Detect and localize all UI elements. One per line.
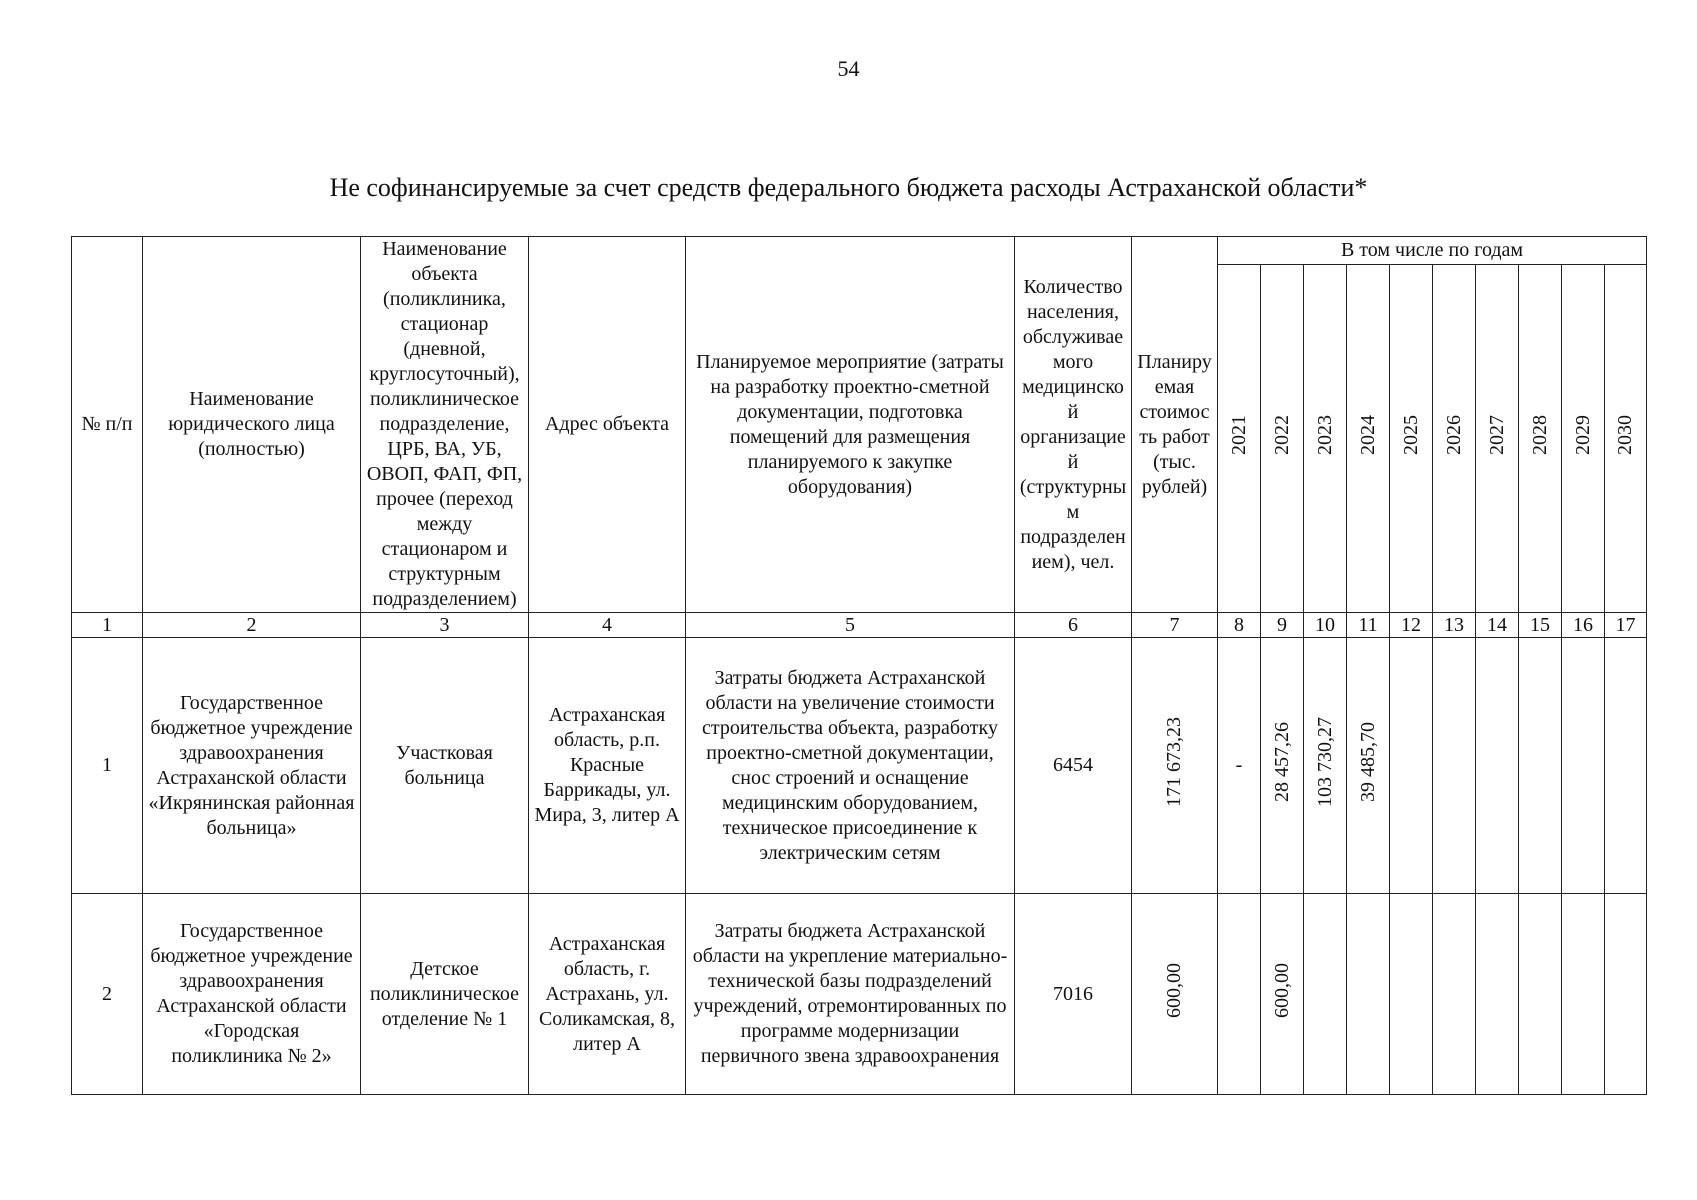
header-year: [1519, 265, 1562, 613]
cell-measure: Затраты бюджета Астраханской области на увеличение стоимости строительства объекта, разработку проектно-сметной документации, снос строений и оснащение медицинским оборудованием, техническое присоединение к электрическим сетям: [686, 638, 1015, 894]
header-by-years: В том числе по годам: [1218, 237, 1647, 265]
header-year: [1347, 265, 1390, 613]
header-year-label: 2024: [1356, 415, 1379, 456]
table-row: [72, 894, 1647, 1095]
header-year: [1476, 265, 1519, 613]
header-year: [1218, 265, 1261, 613]
table-row: [72, 638, 1647, 894]
column-number: 5: [686, 613, 1015, 638]
cell-year-value: [1304, 894, 1347, 1095]
cell-cost: [1132, 894, 1218, 1095]
header-address: Адрес объекта: [529, 237, 686, 613]
column-number: 17: [1605, 613, 1647, 638]
header-legal-name: Наименование юридического лица (полностью): [143, 237, 361, 613]
cell-year-value: [1562, 894, 1605, 1095]
column-number: 13: [1433, 613, 1476, 638]
header-population: Количество населения, обслуживаемого медицинской организацией (структурным подразделением), чел.: [1015, 237, 1132, 613]
cell-population: 7016: [1015, 894, 1132, 1095]
column-number: 2: [143, 613, 361, 638]
header-year-label: 2029: [1571, 415, 1594, 456]
header-object-name: Наименование объекта (поликлиника, стационар (дневной, круглосуточный), поликлиническое подразделение, ЦРБ, ВА, УБ, ОВОП, ФАП, ФП, прочее (переход между стационаром и структурным подразделением): [361, 237, 529, 613]
cell-year-value: [1390, 638, 1433, 894]
cell-year-value: [1261, 638, 1304, 894]
header-year-label: 2021: [1227, 415, 1250, 456]
header-year: [1390, 265, 1433, 613]
column-number: 3: [361, 613, 529, 638]
cell-year-value: [1347, 894, 1390, 1095]
cell-year-value-text: 39 485,70: [1356, 722, 1379, 802]
cell-year-value-text: 103 730,27: [1313, 717, 1336, 807]
cell-object-name: Участковая больница: [361, 638, 529, 894]
column-number: 15: [1519, 613, 1562, 638]
cell-year-value-text: 28 457,26: [1270, 722, 1293, 802]
column-number: 14: [1476, 613, 1519, 638]
cell-num: 1: [72, 638, 143, 894]
header-year: [1605, 265, 1647, 613]
header-year: [1562, 265, 1605, 613]
table-header-row: [72, 237, 1647, 265]
cell-num: 2: [72, 894, 143, 1095]
column-number: 7: [1132, 613, 1218, 638]
cell-object-name: Детское поликлиническое отделение № 1: [361, 894, 529, 1095]
cell-legal-name: Государственное бюджетное учреждение здравоохранения Астраханской области «Городская поликлиника № 2»: [143, 894, 361, 1095]
header-year: [1261, 265, 1304, 613]
column-number: 16: [1562, 613, 1605, 638]
header-year: [1433, 265, 1476, 613]
cell-year-value: [1347, 638, 1390, 894]
cell-year-value-text: 600,00: [1270, 963, 1293, 1018]
column-number: 1: [72, 613, 143, 638]
cell-year-value: [1605, 638, 1647, 894]
header-measure: Планируемое мероприятие (затраты на разработку проектно-сметной документации, подготовка помещений для размещения планируемого к закупке оборудования): [686, 237, 1015, 613]
column-number: 12: [1390, 613, 1433, 638]
column-number: 6: [1015, 613, 1132, 638]
cell-cost: [1132, 638, 1218, 894]
cell-year-value: [1304, 638, 1347, 894]
header-cost: Планируемая стоимость работ (тыс. рублей): [1132, 237, 1218, 613]
cell-year-value: -: [1218, 638, 1261, 894]
cell-year-value: [1562, 638, 1605, 894]
cell-year-value: [1218, 894, 1261, 1095]
header-year-label: 2025: [1399, 415, 1422, 456]
column-number: 4: [529, 613, 686, 638]
cell-measure: Затраты бюджета Астраханской области на укрепление материально-технической базы подразделений учреждений, отремонтированных по программе модернизации первичного звена здравоохранения: [686, 894, 1015, 1095]
cell-year-value: [1433, 894, 1476, 1095]
cell-year-value: [1261, 894, 1304, 1095]
page-number: 54: [837, 56, 860, 81]
column-numbers-row: [72, 613, 1647, 638]
column-number: 9: [1261, 613, 1304, 638]
cell-year-value: [1433, 638, 1476, 894]
header-year-label: 2026: [1442, 415, 1465, 456]
expenses-table: [71, 236, 1647, 1095]
cell-population: 6454: [1015, 638, 1132, 894]
cell-legal-name: Государственное бюджетное учреждение здравоохранения Астраханской области «Икрянинская районная больница»: [143, 638, 361, 894]
column-number: 8: [1218, 613, 1261, 638]
header-num: № п/п: [72, 237, 143, 613]
header-year-label: 2028: [1528, 415, 1551, 456]
document-title: Не софинансируемые за счет средств федерального бюджета расходы Астраханской области*: [329, 173, 1368, 202]
cell-year-value: [1519, 638, 1562, 894]
cell-year-value: [1390, 894, 1433, 1095]
cell-cost-value: 171 673,23: [1163, 717, 1185, 807]
cell-year-value: [1476, 638, 1519, 894]
header-year-label: 2030: [1614, 415, 1637, 456]
column-number: 11: [1347, 613, 1390, 638]
header-year-label: 2027: [1485, 415, 1508, 456]
cell-address: Астраханская область, р.п. Красные Баррикады, ул. Мира, 3, литер А: [529, 638, 686, 894]
cell-cost-value: 600,00: [1163, 963, 1185, 1018]
cell-year-value: [1519, 894, 1562, 1095]
header-year: [1304, 265, 1347, 613]
header-year-label: 2022: [1270, 415, 1293, 456]
column-number: 10: [1304, 613, 1347, 638]
cell-year-value: [1605, 894, 1647, 1095]
cell-year-value: [1476, 894, 1519, 1095]
header-year-label: 2023: [1313, 415, 1336, 456]
cell-address: Астраханская область, г. Астрахань, ул. Соликамская, 8, литер А: [529, 894, 686, 1095]
